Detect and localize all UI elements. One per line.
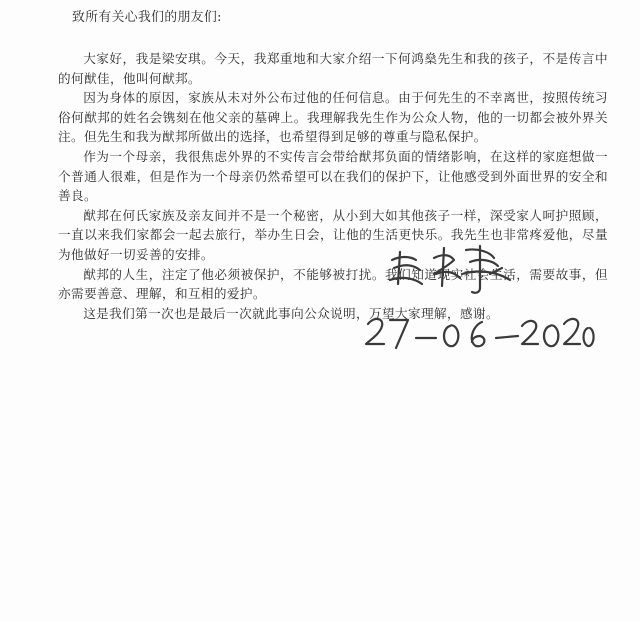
letter-paragraph-6: 这是我们第一次也是最后一次就此事向公众说明，万望大家理解，感谢。 <box>83 305 499 321</box>
letter-paragraph-1: 大家好，我是梁安琪。今天，我郑重地和大家介绍一下何鸿燊先生和我的孩子，不是传言中的何猷佳，他叫何猷邦。 <box>58 51 608 86</box>
letter-greeting: 致所有关心我们的朋友们: <box>72 10 222 25</box>
signature-block <box>330 240 610 380</box>
handwritten-signature <box>330 240 530 300</box>
letter-paragraph-2: 因为身体的原因，家族从未对外公布过他的任何信息。由于何先生的不幸离世，按照传统习俗何猷邦的姓名会镌刻在他父亲的墓碑上。我理解我先生作为公众人物，他的一切都会被外界关注。但先生和我为猷邦所做出的选择，也希望得到足够的尊重与隐私保护。 <box>58 90 608 145</box>
letter-paragraph-3: 作为一个母亲，我很焦虑外界的不实传言会带给猷邦负面的情绪影响，在这样的家庭想做一个普通人很难，但是作为一个母亲仍然希望可以在我们的保护下，让他感受到外面世界的安全和善良。 <box>58 148 608 204</box>
letter-paragraph-4: 猷邦在何氏家族及亲友间并不是一个秘密，从小到大如其他孩子一样，深受家人呵护照顾，一直以来我们家都会一起去旅行，举办生日会，让他的生活更快乐。我先生也非常疼爱他，尽量为他做好一切妥善的安排。 <box>58 207 608 262</box>
handwritten-date <box>326 304 596 374</box>
letter-paragraph-5: 猷邦的人生，注定了他必须被保护，不能够被打扰。我们知道现实社会生活，需要故事，但亦需要善意、理解，和互相的爱护。 <box>58 266 608 302</box>
